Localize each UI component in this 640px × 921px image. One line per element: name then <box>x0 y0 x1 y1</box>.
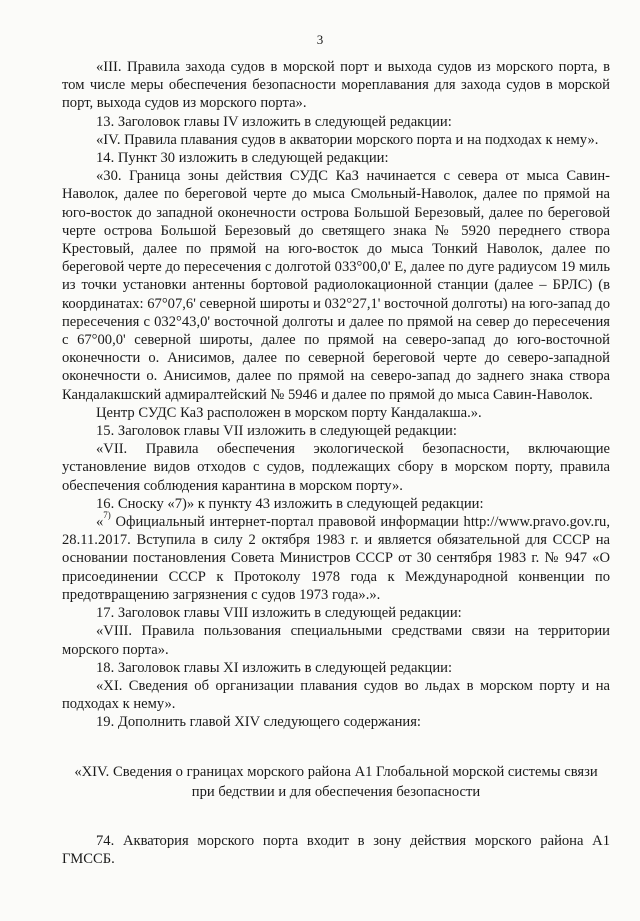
page-number: 3 <box>316 32 324 47</box>
paragraph-point-30: «30. Граница зоны действия СУДС КаЗ начинается с севера от мыса Савин-Наволок, далее по береговой черте до мыса Смольный-Наволок, далее по прямой на юго-восток до западной оконечности острова Большой Березовый, далее по береговой черте острова Большой Березовый до светящего знака № 5920 переднего створа Крестовый, далее по прямой на юго-восток до мыса Тонкий Наволок, далее по береговой черте до пересечения с долготой 033°00,0' Е, далее по дуге радиусом 19 миль из точки установки антенны бортовой радиолокационной станции (далее – БРЛС) (в координатах: 67°07,6' северной широты и 032°27,1' восточной долготы) на юго-запад до пересечения с 032°43,0' восточной долготы и далее по прямой на север до пересечения с 67°00,0' северной широты, далее по прямой на северо-запад до юго-восточной оконечности о. Анисимов, далее по северной береговой черте до северо-западной оконечности о. Анисимов, далее по прямой на северо-запад до заднего знака створа Кандалакшский адмиралтейский № 5946 и далее по прямой до мыса Савин-Наволок. <box>62 168 610 403</box>
paragraph-item-16: 16. Сноску «7)» к пункту 43 изложить в следующей редакции: <box>96 495 484 512</box>
paragraph-chapter-vii: «VII. Правила обеспечения экологической безопасности, включающие установление видов отходов с судов, подлежащих сбору в морском порту, правила обеспечения соблюдения карантина в морском порту». <box>62 441 610 494</box>
paragraph-footnote-7 <box>62 510 610 604</box>
paragraph-item-13: 13. Заголовок главы IV изложить в следующей редакции: <box>96 113 452 130</box>
footnote-open-quote: « <box>96 514 104 531</box>
paragraph-item-18: 18. Заголовок главы XI изложить в следующей редакции: <box>96 659 453 676</box>
chapter-xiv-heading: «XIV. Сведения о границах морского района А1 Глобальной морской системы связи при бедствии и для обеспечения безопасности <box>74 763 598 800</box>
paragraph-item-17: 17. Заголовок главы VIII изложить в следующей редакции: <box>96 605 462 622</box>
paragraph-chapter-iv: «IV. Правила плавания судов в акватории морского порта и на подходах к нему». <box>96 131 599 148</box>
paragraph-item-19: 19. Дополнить главой XIV следующего содержания: <box>96 714 421 731</box>
paragraph-item-14: 14. Пункт 30 изложить в следующей редакции: <box>96 150 389 167</box>
paragraph-chapter-viii: «VIII. Правила пользования специальными средствами связи на территории морского порта». <box>62 623 610 658</box>
footnote-marker: 7) <box>103 510 111 521</box>
paragraph-chapter-iii: «III. Правила захода судов в морской порт и выхода судов из морского порта, в том числе меры обеспечения безопасности мореплавания для захода судов в морской порт, выхода судов из морского порта». <box>62 59 610 112</box>
paragraph-chapter-xi: «XI. Сведения об организации плавания судов во льдах в морском порту и на подходах к нему». <box>62 677 610 713</box>
footnote-text: Официальный интернет-портал правовой информации http://www.pravo.gov.ru, 28.11.2017. Вступила в силу 2 октября 1983 г. и является обязательной для СССР на основании постановления Совета Министров СССР от 30 сентября 1983 г. № 947 «О присоединении СССР к Протоколу 1978 года к Международной конвенции по предотвращению загрязнения с судов 1973 года».». <box>62 514 610 603</box>
document-body <box>62 58 610 868</box>
paragraph-vts-center: Центр СУДС КаЗ расположен в морском порту Кандалакша.». <box>96 404 482 421</box>
paragraph-item-15: 15. Заголовок главы VII изложить в следующей редакции: <box>96 423 457 440</box>
paragraph-point-74: 74. Акватория морского порта входит в зону действия морского района А1 ГМССБ. <box>62 832 610 867</box>
